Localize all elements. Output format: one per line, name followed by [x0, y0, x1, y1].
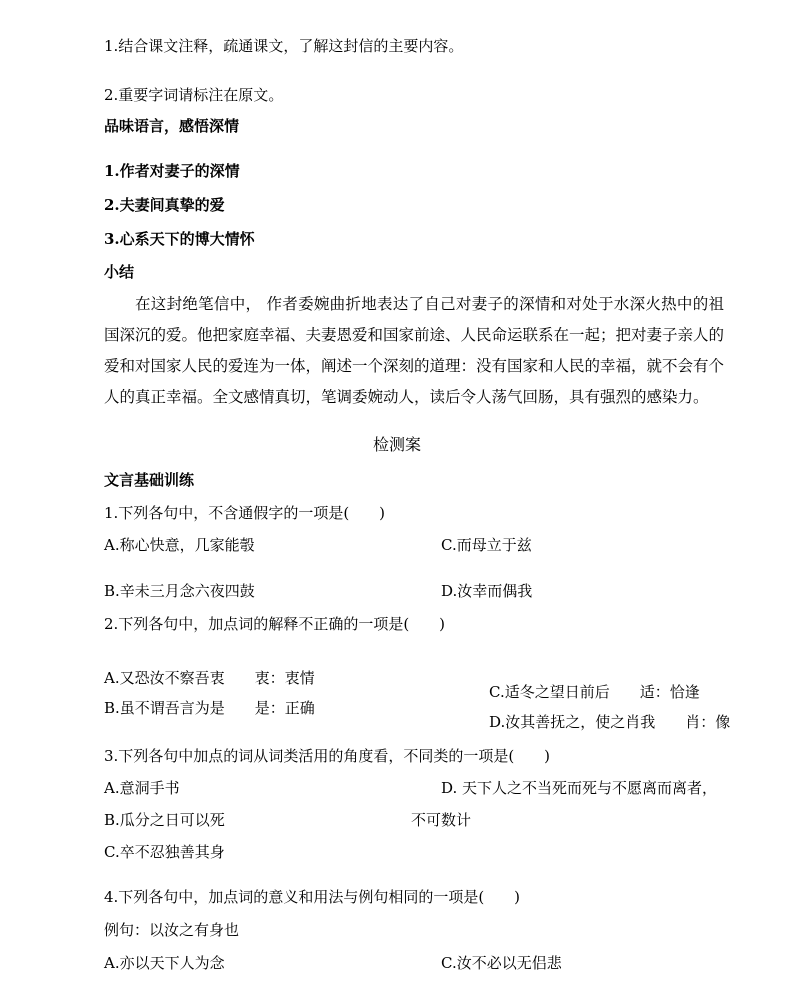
- intro-item-1: 1.结合课文注释，疏通课文，了解这封信的主要内容。: [104, 37, 464, 55]
- q2-option-a: A.又恐汝不察吾衷 衷：衷情: [104, 669, 315, 687]
- q1-option-b: B.辛未三月念六夜四鼓: [104, 582, 255, 600]
- q2-stem: 2.下列各句中，加点词的解释不正确的一项是( ): [104, 615, 446, 633]
- intro-item-2: 2.重要字词请标注在原文。: [104, 86, 284, 104]
- q3-option-d-continued: 不可数计: [411, 811, 472, 829]
- q4-option-c: C.汝不必以无侣悲: [441, 954, 562, 972]
- q3-option-a: A.意洞手书: [104, 779, 180, 797]
- appreciation-point-2: 2.夫妻间真挚的爱: [104, 196, 225, 214]
- q3-option-b: B.瓜分之日可以死: [104, 811, 225, 829]
- appreciation-point-3: 3.心系天下的博大情怀: [104, 230, 255, 248]
- summary-paragraph: 在这封绝笔信中， 作者委婉曲折地表达了自己对妻子的深情和对处于水深火热中的祖国深沉的爱。他把家庭幸福、夫妻恩爱和国家前途、人民命运联系在一起；把对妻子亲人的爱和对国家人民的爱连为一体，阐述一个深刻的道理：没有国家和人民的幸福，就不会有个人的真正幸福。全文感情真切，笔调委婉动人，读后令人荡气回肠，具有强烈的感染力。: [104, 295, 725, 406]
- test-title: 检测案: [372, 435, 421, 454]
- q3-option-c: C.卒不忍独善其身: [104, 843, 225, 861]
- appreciation-heading: 品味语言，感悟深情: [104, 117, 240, 135]
- q4-stem: 4.下列各句中，加点词的意义和用法与例句相同的一项是( ): [104, 888, 521, 906]
- summary-heading: 小结: [104, 263, 135, 281]
- q1-option-c: C.而母立于兹: [441, 536, 532, 554]
- appreciation-point-1: 1.作者对妻子的深情: [104, 162, 240, 180]
- q2-option-d: D.汝其善抚之，使之肖我 肖：像: [489, 713, 731, 731]
- q2-option-c: C.适冬之望日前后 适：恰逢: [489, 683, 700, 701]
- q3-stem: 3.下列各句中加点的词从词类活用的角度看，不同类的一项是( ): [104, 747, 551, 765]
- q3-option-d: D. 天下人之不当死而死与不愿离而离者，: [441, 779, 718, 797]
- q1-option-a: A.称心快意，几家能彀: [104, 536, 255, 554]
- q4-example: 例句：以汝之有身也: [104, 921, 240, 939]
- q1-option-d: D.汝幸而偶我: [441, 582, 533, 600]
- q1-stem: 1.下列各句中，不含通假字的一项是( ): [104, 504, 386, 522]
- test-section-heading: 文言基础训练: [104, 471, 195, 489]
- q4-option-a: A.亦以天下人为念: [104, 954, 225, 972]
- q2-option-b: B.虽不谓吾言为是 是：正确: [104, 699, 315, 717]
